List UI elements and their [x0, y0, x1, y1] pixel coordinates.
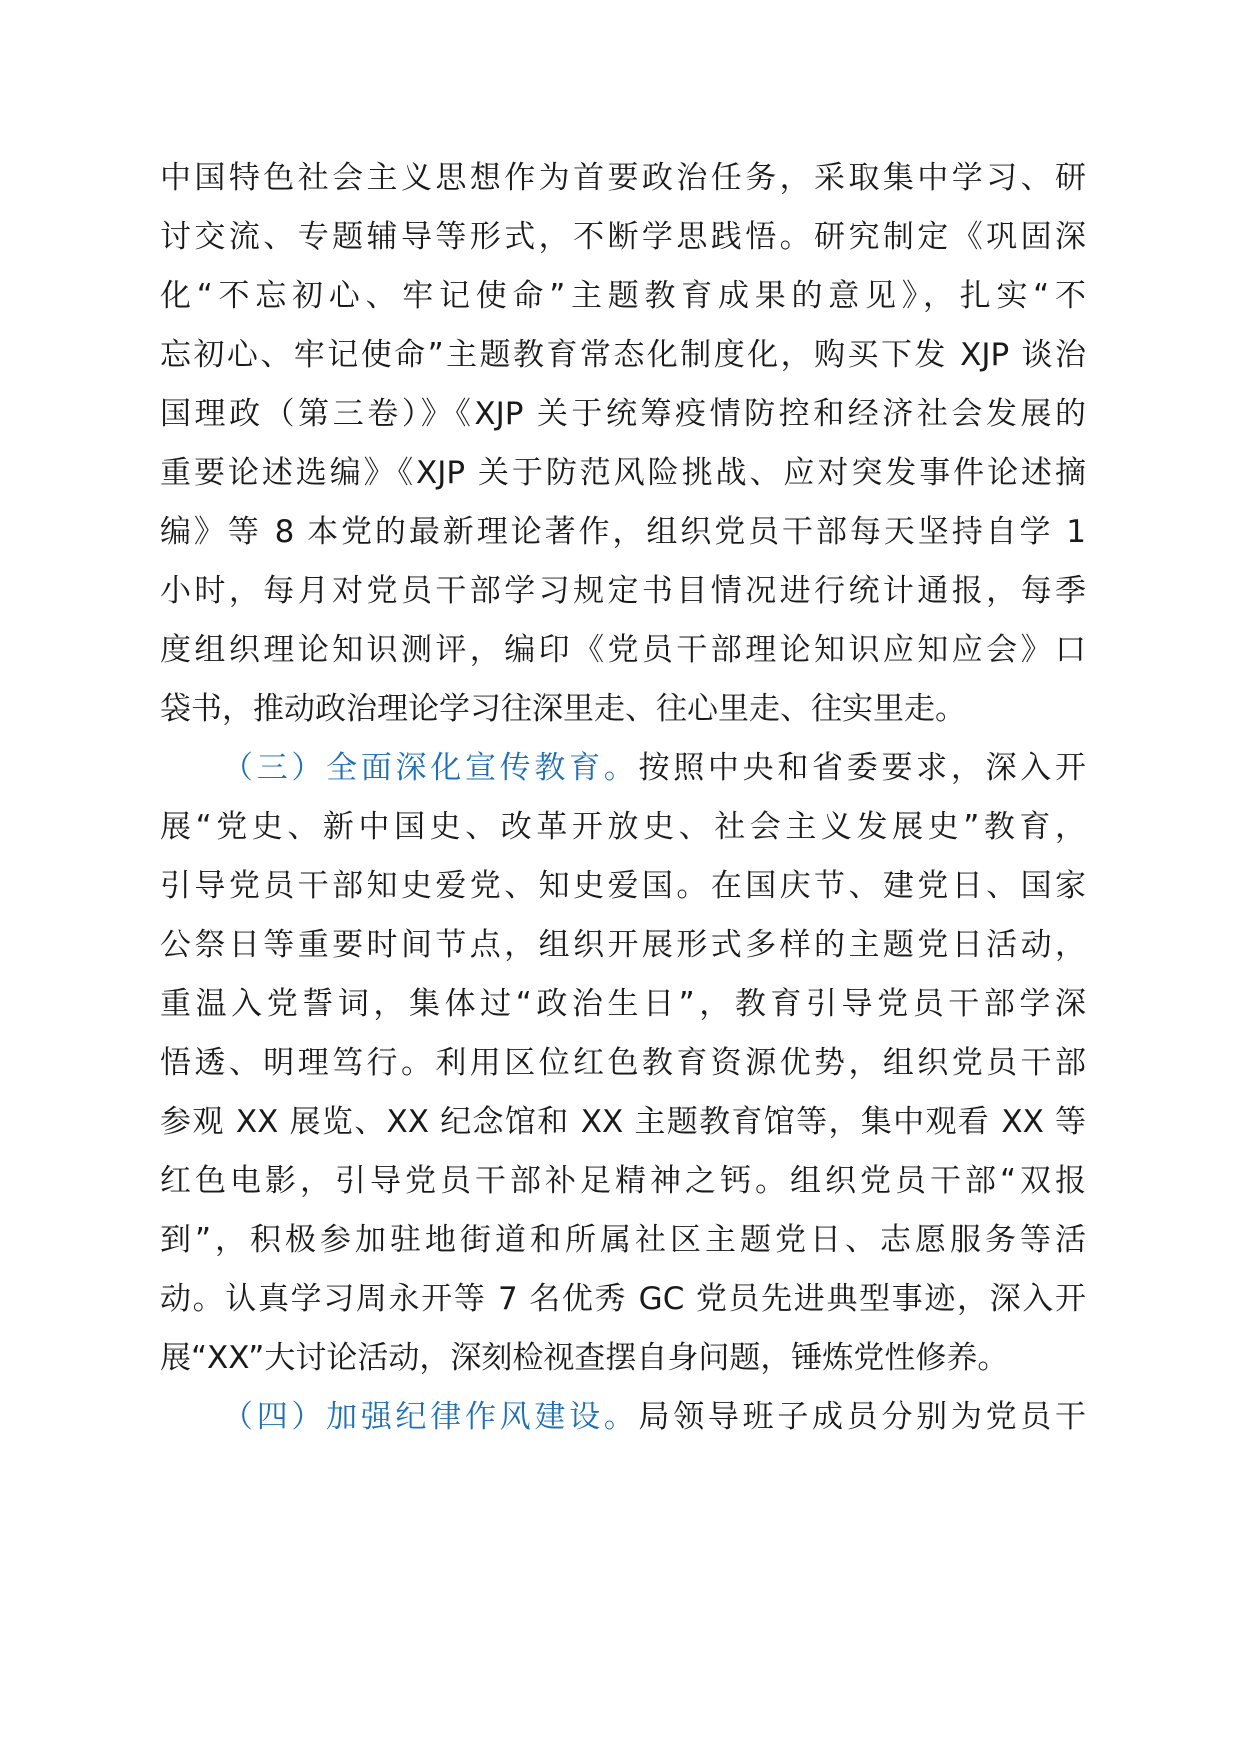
paragraph-line: 度组织理论知识测评，编印《党员干部理论知识应知应会》口	[160, 632, 1086, 668]
paragraph-line: 展“XX”大讨论活动，深刻检视查摆自身问题，锤炼党性修养。	[160, 1340, 1009, 1376]
paragraph-line: 引导党员干部知史爱党、知史爱国。在国庆节、建党日、国家	[160, 868, 1086, 904]
paragraph-line: 动。认真学习周永开等 7 名优秀 GC 党员先进典型事迹，深入开	[160, 1281, 1086, 1317]
paragraph-line: 重温入党誓词，集体过“政治生日”，教育引导党员干部学深	[160, 986, 1086, 1022]
paragraph-line: 讨交流、专题辅导等形式，不断学思践悟。研究制定《巩固深	[160, 219, 1086, 255]
paragraph-line: 国理政（第三卷）》《XJP 关于统筹疫情防控和经济社会发展的	[160, 396, 1086, 432]
section-first-line	[222, 736, 1086, 800]
paragraph-line: 展“党史、新中国史、改革开放史、社会主义发展史”教育，	[160, 809, 1086, 845]
paragraph-line: 化“不忘初心、牢记使命”主题教育成果的意见》，扎实“不	[160, 278, 1086, 314]
paragraph-line: 公祭日等重要时间节点，组织开展形式多样的主题党日活动，	[160, 927, 1086, 963]
section-first-line-text: 局领导班子成员分别为党员干	[638, 1399, 1086, 1435]
section-heading: （四）加强纪律作风建设。	[222, 1399, 639, 1435]
paragraph-line: 红色电影，引导党员干部补足精神之钙。组织党员干部“双报	[160, 1163, 1086, 1199]
paragraph-line: 悟透、明理笃行。利用区位红色教育资源优势，组织党员干部	[160, 1045, 1086, 1081]
paragraph-line: 编》等 8 本党的最新理论著作，组织党员干部每天坚持自学 1	[160, 514, 1086, 550]
paragraph-line: 中国特色社会主义思想作为首要政治任务，采取集中学习、研	[160, 160, 1086, 196]
paragraph-line: 参观 XX 展览、XX 纪念馆和 XX 主题教育馆等，集中观看 XX 等	[160, 1104, 1086, 1140]
paragraph-line: 重要论述选编》《XJP 关于防范风险挑战、应对突发事件论述摘	[160, 455, 1086, 491]
section-first-line-text: 按照中央和省委要求，深入开	[638, 750, 1086, 786]
section-first-line	[222, 1385, 1086, 1449]
paragraph-line: 到”，积极参加驻地街道和所属社区主题党日、志愿服务等活	[160, 1222, 1086, 1258]
paragraph-line: 忘初心、牢记使命”主题教育常态化制度化，购买下发 XJP 谈治	[160, 337, 1086, 373]
section-heading: （三）全面深化宣传教育。	[222, 750, 639, 786]
paragraph-line: 袋书，推动政治理论学习往深里走、往心里走、往实里走。	[160, 691, 966, 727]
paragraph-line: 小时，每月对党员干部学习规定书目情况进行统计通报，每季	[160, 573, 1086, 609]
